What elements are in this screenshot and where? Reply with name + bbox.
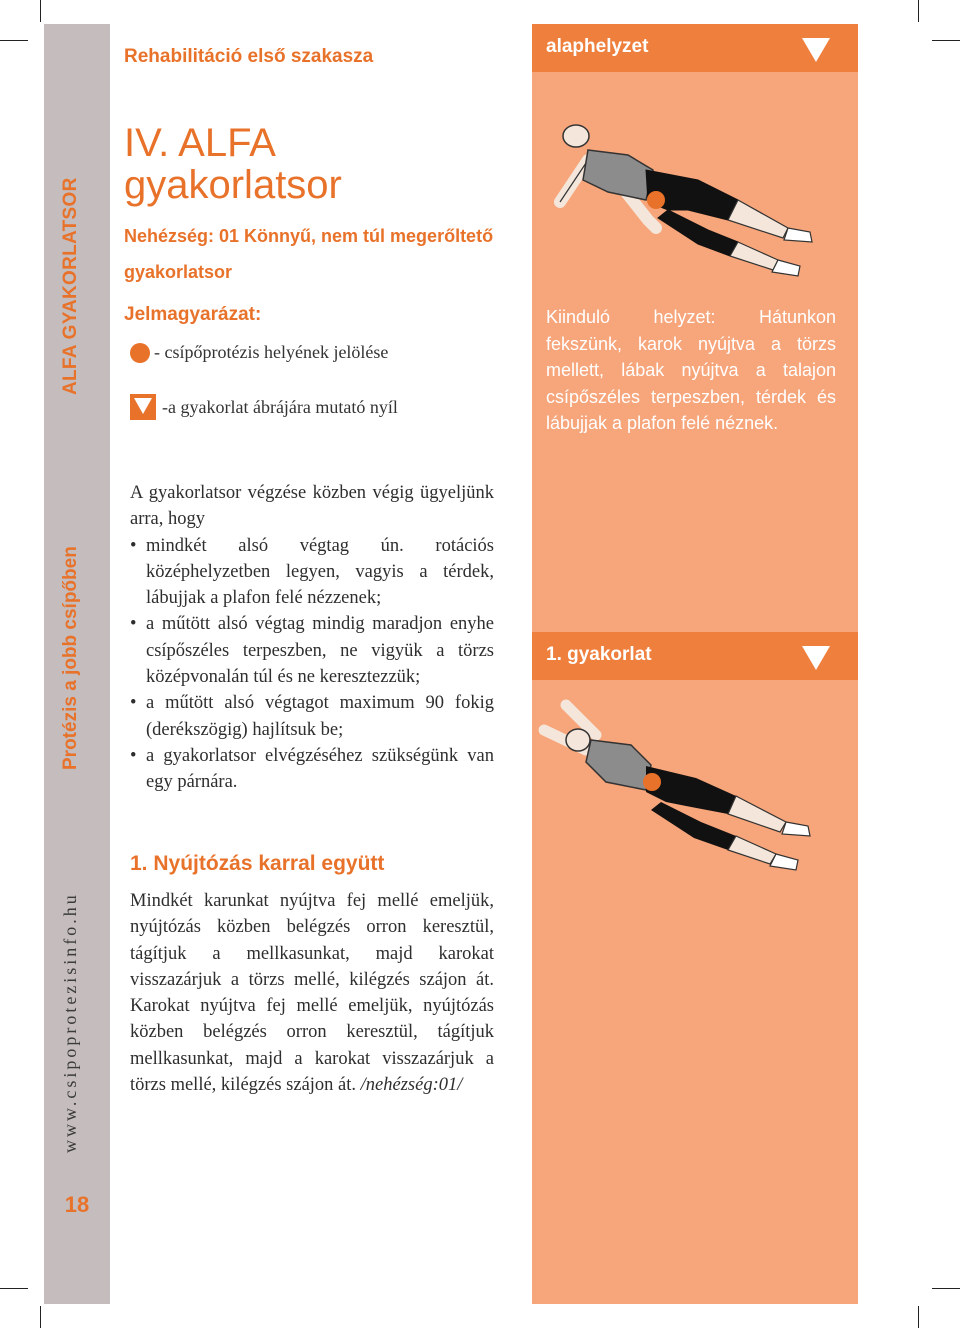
bullet-icon: • <box>130 535 137 556</box>
difficulty-label: Nehézség: 01 Könnyű, nem túl megerőltető gyakorlatsor <box>124 226 494 282</box>
crop-mark <box>932 40 960 41</box>
prosthesis-dot-icon <box>130 343 150 363</box>
list-item <box>130 743 494 796</box>
start-position-bar <box>532 24 858 72</box>
exercise-bar <box>532 632 858 680</box>
crop-mark <box>932 1288 960 1289</box>
exercise-label: 1. gyakorlat <box>546 644 652 665</box>
legend-arrow-text: -a gyakorlat ábrájára mutató nyíl <box>162 396 398 417</box>
website-url: www.csipoprotezisinfo.hu <box>60 892 80 1153</box>
crop-mark <box>0 1288 28 1289</box>
legend-title: Jelmagyarázat: <box>124 304 262 325</box>
topic-label: Protézis a jobb csípőben <box>60 546 81 770</box>
title-line2: gyakorlatsor <box>124 163 342 207</box>
exercise-description <box>130 888 494 1098</box>
series-label: ALFA GYAKORLATSOR <box>60 177 81 395</box>
crop-mark <box>918 1306 919 1328</box>
exercise-title: 1. Nyújtózás karral együtt <box>130 852 385 875</box>
list-item-text: a gyakorlatsor elvégzéséhez szükségünk van egy párnára. <box>146 745 494 793</box>
start-position-figure <box>548 110 848 290</box>
bullet-icon: • <box>130 745 137 766</box>
instructions-intro: A gyakorlatsor végzése közben végig ügyeljünk arra, hogy <box>130 483 494 530</box>
list-item <box>130 611 494 690</box>
page-title <box>124 122 342 206</box>
list-item-text: mindkét alsó végtag ún. rotációs középhelyzetben legyen, vagyis a térdek, lábujjak a plafon felé nézzenek; <box>146 535 494 609</box>
exercise-difficulty-note: /nehézség:01/ <box>360 1075 463 1096</box>
crop-mark <box>918 0 919 22</box>
start-position-label: alaphelyzet <box>546 36 649 57</box>
bullet-icon: • <box>130 693 137 714</box>
legend-dot-text: - csípőprotézis helyének jelölése <box>154 342 389 362</box>
exercise-text: Mindkét karunkat nyújtva fej mellé emeljük, nyújtózás közben belégzés orron keresztül, tágítjuk a mellkasunkat, majd karokat visszazárjuk a törzs mellé, kilégzés szájon át. Karokat nyújtva fej mellé emeljük, nyújtózás közben belégzés orron keresztül, tágítjuk mellkasunkat, majd a karokat visszazárjuk a törzs mellé, kilégzés szájon át. <box>130 891 494 1096</box>
legend-arrow-row <box>130 394 398 420</box>
arrow-down-icon <box>130 394 156 420</box>
list-item <box>130 690 494 743</box>
bullet-icon: • <box>130 614 137 635</box>
arrow-down-icon <box>802 38 830 62</box>
list-item-text: a műtött alsó végtagot maximum 90 fokig (derékszögig) hajlítsuk be; <box>146 693 494 740</box>
title-line1: IV. ALFA <box>124 121 276 165</box>
list-item-text: a műtött alsó végtag mindig maradjon enyhe csípőszéles terpeszben, ne vigyük a törzs középvonalán túl és ne keresztezzük; <box>146 614 494 688</box>
page-number: 18 <box>64 1192 90 1217</box>
exercise-figure <box>536 690 846 880</box>
crop-mark <box>40 1306 41 1328</box>
list-item <box>130 533 494 612</box>
crop-mark <box>0 40 28 41</box>
legend-dot-row <box>130 342 388 363</box>
instructions <box>130 480 494 796</box>
arrow-down-icon <box>802 646 830 670</box>
section-header: Rehabilitáció első szakasza <box>124 46 374 67</box>
start-position-text: Kiinduló helyzet: Hátunkon fekszünk, karok nyújtva a törzs mellett, lábak nyújtva a talajon csípőszéles terpeszben, térdek és lábujjak a plafon felé néznek. <box>546 307 836 433</box>
crop-mark <box>40 0 41 22</box>
